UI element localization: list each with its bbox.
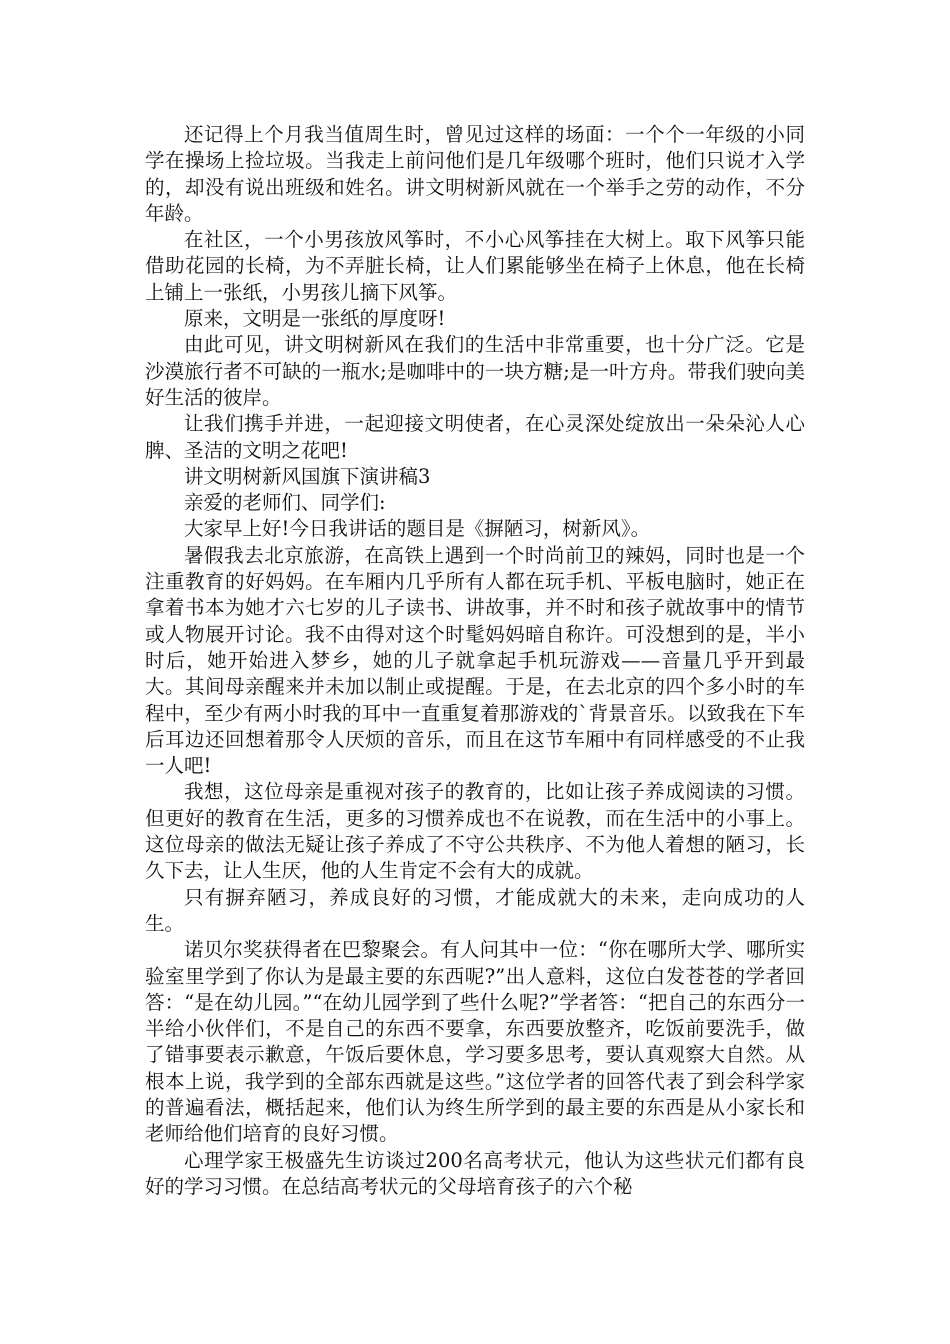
paragraph-train-story: 暑假我去北京旅游，在高铁上遇到一个时尚前卫的辣妈，同时也是一个注重教育的好妈妈。在车厢内几乎所有人都在玩手机、平板电脑时，她正在拿着书本为她才六七岁的儿子读书、讲故事，并不时和孩子就故事中的情节或人物展开讨论。我不由得对这个时髦妈妈暗自称许。可没想到的是，半小时后，她开始进入梦乡，她的儿子就拿起手机玩游戏——音量几乎开到最大。其间母亲醒来并未加以制止或提醒。于是，在去北京的四个多小时的车程中，至少有两小时我的耳中一直重复着那游戏的`背景音乐。以致我在下车后耳边还回想着那令人厌烦的音乐，而且在这节车厢中有同样感受的不止我一人吧! <box>145 543 805 778</box>
paragraph-kite-story: 在社区，一个小男孩放风筝时，不小心风筝挂在大树上。取下风筝只能借助花园的长椅，为不弄脏长椅，让人们累能够坐在椅子上休息，他在长椅上铺上一张纸，小男孩儿摘下风筝。 <box>145 228 805 304</box>
document-page <box>145 122 805 1200</box>
section-title: 讲文明树新风国旗下演讲稿3 <box>184 464 431 488</box>
paragraph-duty-student: 还记得上个月我当值周生时，曾见过这样的场面：一个个一年级的小同学在操场上捡垃圾。当我走上前问他们是几年级哪个班时，他们只说才入学的，却没有说出班级和姓名。讲文明树新风就在一个举手之劳的动作，不分年龄。 <box>145 123 805 225</box>
paragraph-call-to-action: 让我们携手并进，一起迎接文明使者，在心灵深处绽放出一朵朵沁人心脾、圣洁的文明之花吧! <box>145 412 805 462</box>
paragraph-greeting: 大家早上好!今日我讲话的题目是《摒陋习，树新风》。 <box>184 517 651 541</box>
paragraph-paper-thickness: 原来，文明是一张纸的厚度呀! <box>184 307 446 331</box>
paragraph-psychologist: 心理学家王极盛先生访谈过200名高考状元，他认为这些状元们都有良好的学习习惯。在总结高考状元的父母培育孩子的六个秘 <box>145 1148 805 1198</box>
paragraph-importance: 由此可见，讲文明树新风在我们的生活中非常重要，也十分广泛。它是沙漠旅行者不可缺的一瓶水;是咖啡中的一块方糖;是一叶方舟。带我们驶向美好生活的彼岸。 <box>145 333 805 409</box>
salutation: 亲爱的老师们、同学们: <box>184 491 386 515</box>
paragraph-nobel-story: 诺贝尔奖获得者在巴黎聚会。有人问其中一位：“你在哪所大学、哪所实验室里学到了你认为是最主要的东西呢?”出人意料，这位白发苍苍的学者回答：“是在幼儿园。”“在幼儿园学到了些什么呢?”学者答：“把自己的东西分一半给小伙伴们，不是自己的东西不要拿，东西要放整齐，吃饭前要洗手，做了错事要表示歉意，午饭后要休息，学习要多思考，要认真观察大自然。从根本上说，我学到的全部东西就是这些。”这位学者的回答代表了到会科学家的普遍看法，概括起来，他们认为终生所学到的最主要的东西是从小家长和老师给他们培育的良好习惯。 <box>145 938 805 1146</box>
paragraph-abandon-habits: 只有摒弃陋习，养成良好的习惯，才能成就大的未来，走向成功的人生。 <box>145 885 805 935</box>
paragraph-reflection: 我想，这位母亲是重视对孩子的教育的，比如让孩子养成阅读的习惯。但更好的教育在生活，更多的习惯养成也不在说教，而在生活中的小事上。这位母亲的做法无疑让孩子养成了不守公共秩序、不为他人着想的陋习，长久下去，让人生厌，他的人生肯定不会有大的成就。 <box>145 780 805 883</box>
